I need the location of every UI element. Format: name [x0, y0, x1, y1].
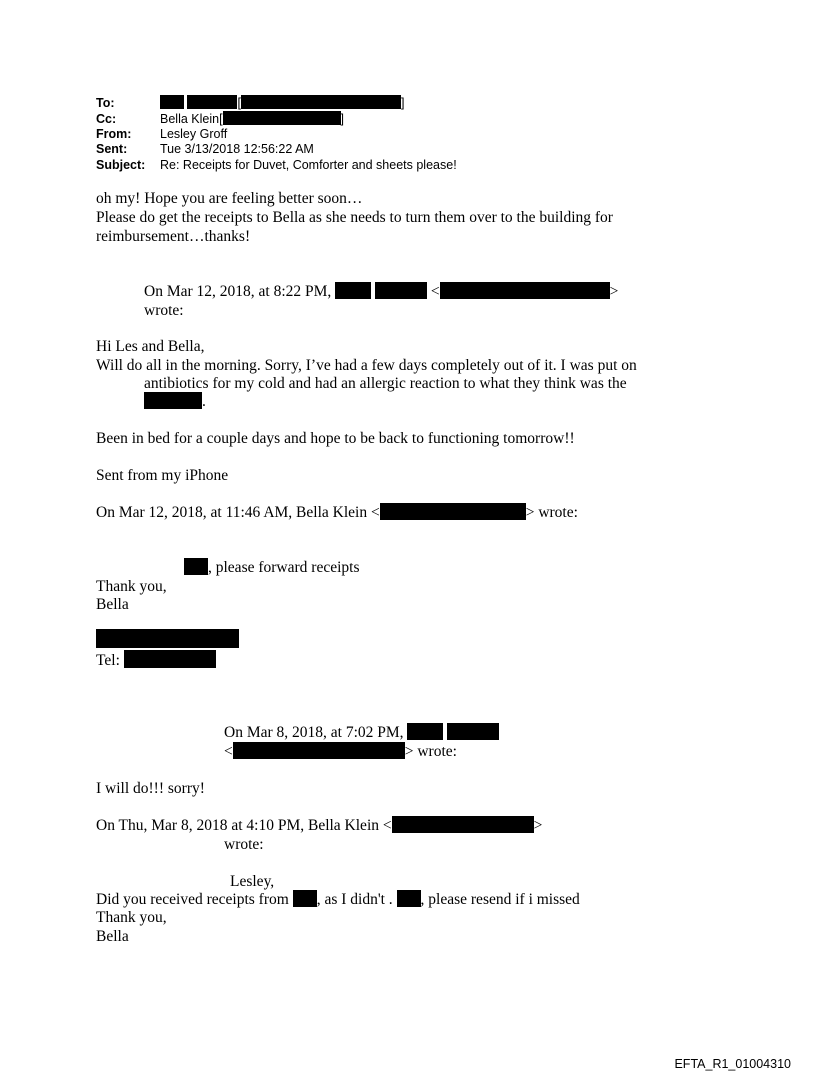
period: . — [202, 393, 206, 410]
redaction — [335, 282, 371, 299]
cc-value: Bella Klein[ — [160, 112, 223, 126]
redaction — [184, 558, 208, 575]
attribution-text: On Mar 12, 2018, at 11:46 AM, Bella Klein < — [96, 504, 380, 521]
tel-line — [96, 650, 216, 670]
redaction — [223, 111, 341, 125]
document-id: EFTA_R1_01004310 — [674, 1057, 791, 1071]
quote-line: Hi Les and Bella, — [96, 338, 205, 355]
attribution-text: > wrote: — [525, 504, 578, 521]
tel-label: Tel: — [96, 652, 120, 669]
redaction — [447, 723, 499, 740]
quote-line: Thank you, — [96, 578, 167, 595]
cc-close-bracket: ] — [340, 112, 345, 126]
redaction — [407, 723, 443, 740]
quote-line: Been in bed for a couple days and hope to be back to functioning tomorrow!! — [96, 430, 575, 447]
reply-line: oh my! Hope you are feeling better soon… — [96, 190, 363, 207]
attribution-text: On Mar 12, 2018, at 8:22 PM, — [144, 283, 332, 300]
quote-attribution — [224, 723, 499, 742]
redaction — [124, 650, 216, 668]
subject-label: Subject: — [96, 158, 146, 172]
quote-attribution — [224, 742, 457, 761]
quote-text: Did you received receipts from — [96, 891, 289, 908]
quote-line — [184, 558, 359, 577]
redaction — [96, 629, 239, 648]
from-value: Lesley Groff — [160, 127, 228, 141]
to-open-bracket: [ — [237, 96, 241, 110]
quote-line — [144, 392, 206, 411]
quote-wrote: wrote: — [144, 302, 184, 319]
to-label: To: — [96, 96, 115, 110]
quote-line: Bella — [96, 928, 129, 945]
quote-line: Bella — [96, 596, 129, 613]
to-row — [96, 95, 404, 111]
redaction — [241, 95, 401, 109]
to-close-bracket: ] — [400, 96, 405, 110]
bracket: < — [430, 283, 440, 300]
quote-line: Will do all in the morning. Sorry, I’ve had a few days completely out of it. I was put on — [96, 357, 637, 374]
redaction — [375, 282, 427, 299]
sent-value: Tue 3/13/2018 12:56:22 AM — [160, 142, 314, 156]
attribution-text: On Mar 8, 2018, at 7:02 PM, — [224, 724, 404, 741]
redaction — [440, 282, 610, 299]
sent-label: Sent: — [96, 142, 128, 156]
quote-wrote: wrote: — [224, 836, 264, 853]
redaction — [233, 742, 405, 759]
quote-text: , please resend if i missed — [420, 891, 580, 908]
quote-line: antibiotics for my cold and had an allergic reaction to what they think was the — [144, 375, 627, 392]
subject-value: Re: Receipts for Duvet, Comforter and sheets please! — [160, 158, 457, 172]
bracket: > — [533, 817, 543, 834]
sent-row — [96, 142, 314, 157]
redaction — [293, 890, 317, 907]
cc-row — [96, 111, 344, 127]
quote-line: Lesley, — [230, 873, 275, 890]
reply-line: reimbursement…thanks! — [96, 228, 251, 245]
redaction — [187, 95, 237, 109]
quote-line: Thank you, — [96, 909, 167, 926]
cc-label: Cc: — [96, 112, 117, 126]
attribution-text: > wrote: — [404, 743, 457, 760]
from-row — [96, 127, 227, 142]
forward-text: , please forward receipts — [208, 559, 360, 576]
quote-attribution — [96, 816, 542, 835]
subject-row — [96, 158, 457, 173]
redaction — [144, 392, 202, 409]
quote-attribution — [96, 503, 578, 522]
signature-line: Sent from my iPhone — [96, 467, 229, 484]
quote-line: I will do!!! sorry! — [96, 780, 205, 797]
redaction — [160, 95, 184, 109]
redaction — [392, 816, 534, 833]
quote-line — [96, 890, 580, 909]
redaction — [380, 503, 526, 520]
quote-text: , as I didn't . — [316, 891, 393, 908]
from-label: From: — [96, 127, 132, 141]
redaction — [397, 890, 421, 907]
bracket: > — [609, 283, 619, 300]
attribution-text: On Thu, Mar 8, 2018 at 4:10 PM, Bella Klein < — [96, 817, 392, 834]
bracket: < — [224, 743, 233, 760]
quote-attribution — [144, 282, 618, 301]
reply-line: Please do get the receipts to Bella as she needs to turn them over to the building for — [96, 209, 613, 226]
